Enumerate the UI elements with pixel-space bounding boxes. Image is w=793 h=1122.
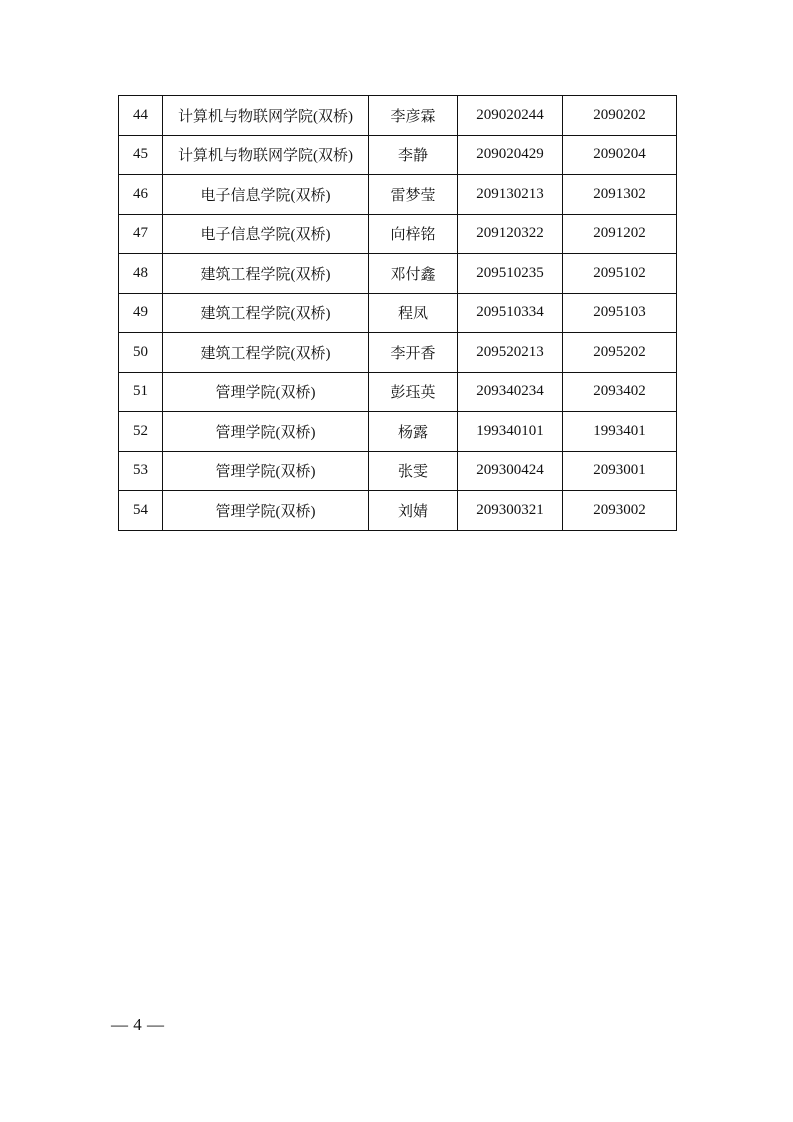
- student-name-cell: 张雯: [369, 451, 458, 491]
- college-cell: 电子信息学院(双桥): [163, 214, 369, 254]
- table-row: [119, 96, 677, 136]
- student-name-cell: 彭珏英: [369, 372, 458, 412]
- student-id-cell: 209300321: [458, 491, 563, 531]
- row-number-cell: 44: [119, 96, 163, 136]
- class-code-cell: 2090204: [563, 135, 677, 175]
- row-number-cell: 46: [119, 175, 163, 215]
- class-code-cell: 2095102: [563, 254, 677, 294]
- student-name-cell: 李开香: [369, 333, 458, 373]
- college-cell: 管理学院(双桥): [163, 412, 369, 452]
- table-row: [119, 412, 677, 452]
- page-number: — 4 —: [111, 1015, 165, 1034]
- student-id-cell: 209520213: [458, 333, 563, 373]
- student-name-cell: 李彦霖: [369, 96, 458, 136]
- student-id-cell: 209300424: [458, 451, 563, 491]
- student-name-cell: 李静: [369, 135, 458, 175]
- table-body: [119, 96, 677, 531]
- student-id-cell: 209510235: [458, 254, 563, 294]
- college-cell: 建筑工程学院(双桥): [163, 333, 369, 373]
- row-number-cell: 51: [119, 372, 163, 412]
- table-row: [119, 135, 677, 175]
- student-name-cell: 刘婧: [369, 491, 458, 531]
- college-cell: 电子信息学院(双桥): [163, 175, 369, 215]
- class-code-cell: 2091202: [563, 214, 677, 254]
- student-roster-table: [118, 95, 677, 531]
- table-row: [119, 254, 677, 294]
- table-row: [119, 491, 677, 531]
- college-cell: 管理学院(双桥): [163, 372, 369, 412]
- row-number-cell: 54: [119, 491, 163, 531]
- student-name-cell: 邓付鑫: [369, 254, 458, 294]
- student-id-cell: 209020244: [458, 96, 563, 136]
- row-number-cell: 53: [119, 451, 163, 491]
- student-id-cell: 209340234: [458, 372, 563, 412]
- student-name-cell: 向梓铭: [369, 214, 458, 254]
- table-row: [119, 214, 677, 254]
- class-code-cell: 2095202: [563, 333, 677, 373]
- student-id-cell: 209020429: [458, 135, 563, 175]
- table-row: [119, 333, 677, 373]
- student-id-cell: 209510334: [458, 293, 563, 333]
- college-cell: 管理学院(双桥): [163, 491, 369, 531]
- college-cell: 建筑工程学院(双桥): [163, 293, 369, 333]
- student-name-cell: 杨露: [369, 412, 458, 452]
- table-row: [119, 293, 677, 333]
- row-number-cell: 48: [119, 254, 163, 294]
- student-id-cell: 209130213: [458, 175, 563, 215]
- class-code-cell: 2095103: [563, 293, 677, 333]
- row-number-cell: 47: [119, 214, 163, 254]
- row-number-cell: 52: [119, 412, 163, 452]
- table-row: [119, 451, 677, 491]
- class-code-cell: 2093402: [563, 372, 677, 412]
- college-cell: 计算机与物联网学院(双桥): [163, 96, 369, 136]
- class-code-cell: 2091302: [563, 175, 677, 215]
- row-number-cell: 49: [119, 293, 163, 333]
- class-code-cell: 2093001: [563, 451, 677, 491]
- table-row: [119, 372, 677, 412]
- student-name-cell: 程凤: [369, 293, 458, 333]
- class-code-cell: 1993401: [563, 412, 677, 452]
- table-row: [119, 175, 677, 215]
- college-cell: 计算机与物联网学院(双桥): [163, 135, 369, 175]
- row-number-cell: 50: [119, 333, 163, 373]
- student-name-cell: 雷梦莹: [369, 175, 458, 215]
- class-code-cell: 2090202: [563, 96, 677, 136]
- class-code-cell: 2093002: [563, 491, 677, 531]
- student-id-cell: 209120322: [458, 214, 563, 254]
- college-cell: 管理学院(双桥): [163, 451, 369, 491]
- college-cell: 建筑工程学院(双桥): [163, 254, 369, 294]
- row-number-cell: 45: [119, 135, 163, 175]
- student-id-cell: 199340101: [458, 412, 563, 452]
